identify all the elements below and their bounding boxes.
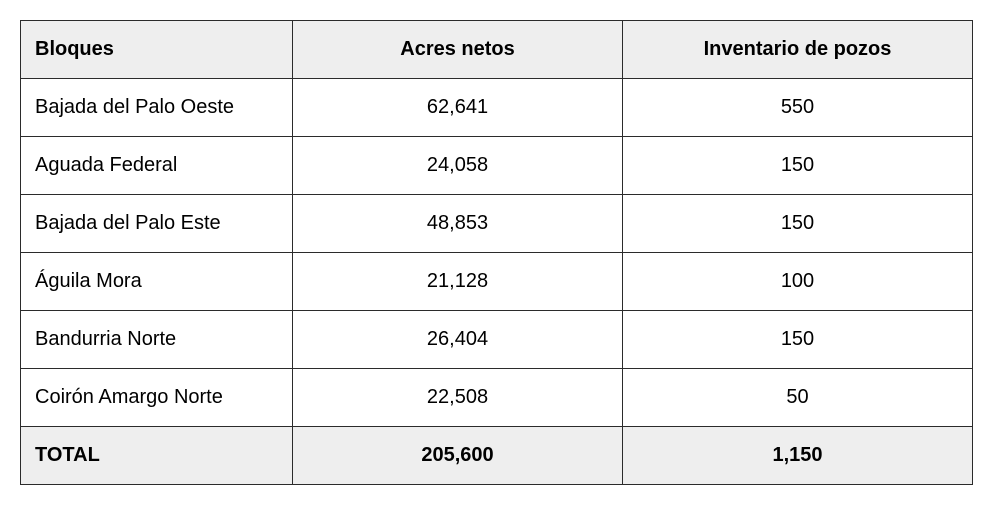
cell-bloque: Bandurria Norte <box>21 311 293 369</box>
cell-acres: 24,058 <box>293 137 623 195</box>
cell-bloque: Aguada Federal <box>21 137 293 195</box>
total-pozos: 1,150 <box>623 427 973 485</box>
cell-acres: 62,641 <box>293 79 623 137</box>
cell-acres: 21,128 <box>293 253 623 311</box>
cell-bloque: Águila Mora <box>21 253 293 311</box>
cell-pozos: 150 <box>623 137 973 195</box>
total-label: TOTAL <box>21 427 293 485</box>
cell-pozos: 100 <box>623 253 973 311</box>
header-acres-netos: Acres netos <box>293 21 623 79</box>
cell-pozos: 50 <box>623 369 973 427</box>
total-acres: 205,600 <box>293 427 623 485</box>
table-row <box>21 369 973 427</box>
header-inventario-pozos: Inventario de pozos <box>623 21 973 79</box>
header-bloques: Bloques <box>21 21 293 79</box>
table-total-row <box>21 427 973 485</box>
cell-acres: 48,853 <box>293 195 623 253</box>
cell-pozos: 150 <box>623 311 973 369</box>
table-row <box>21 137 973 195</box>
table-row <box>21 311 973 369</box>
cell-bloque: Coirón Amargo Norte <box>21 369 293 427</box>
cell-acres: 22,508 <box>293 369 623 427</box>
cell-bloque: Bajada del Palo Este <box>21 195 293 253</box>
table-row <box>21 195 973 253</box>
table-row <box>21 79 973 137</box>
blocks-table <box>20 20 973 485</box>
cell-pozos: 550 <box>623 79 973 137</box>
blocks-table-container <box>20 20 972 497</box>
table-header-row <box>21 21 973 79</box>
table-row <box>21 253 973 311</box>
cell-pozos: 150 <box>623 195 973 253</box>
cell-acres: 26,404 <box>293 311 623 369</box>
cell-bloque: Bajada del Palo Oeste <box>21 79 293 137</box>
